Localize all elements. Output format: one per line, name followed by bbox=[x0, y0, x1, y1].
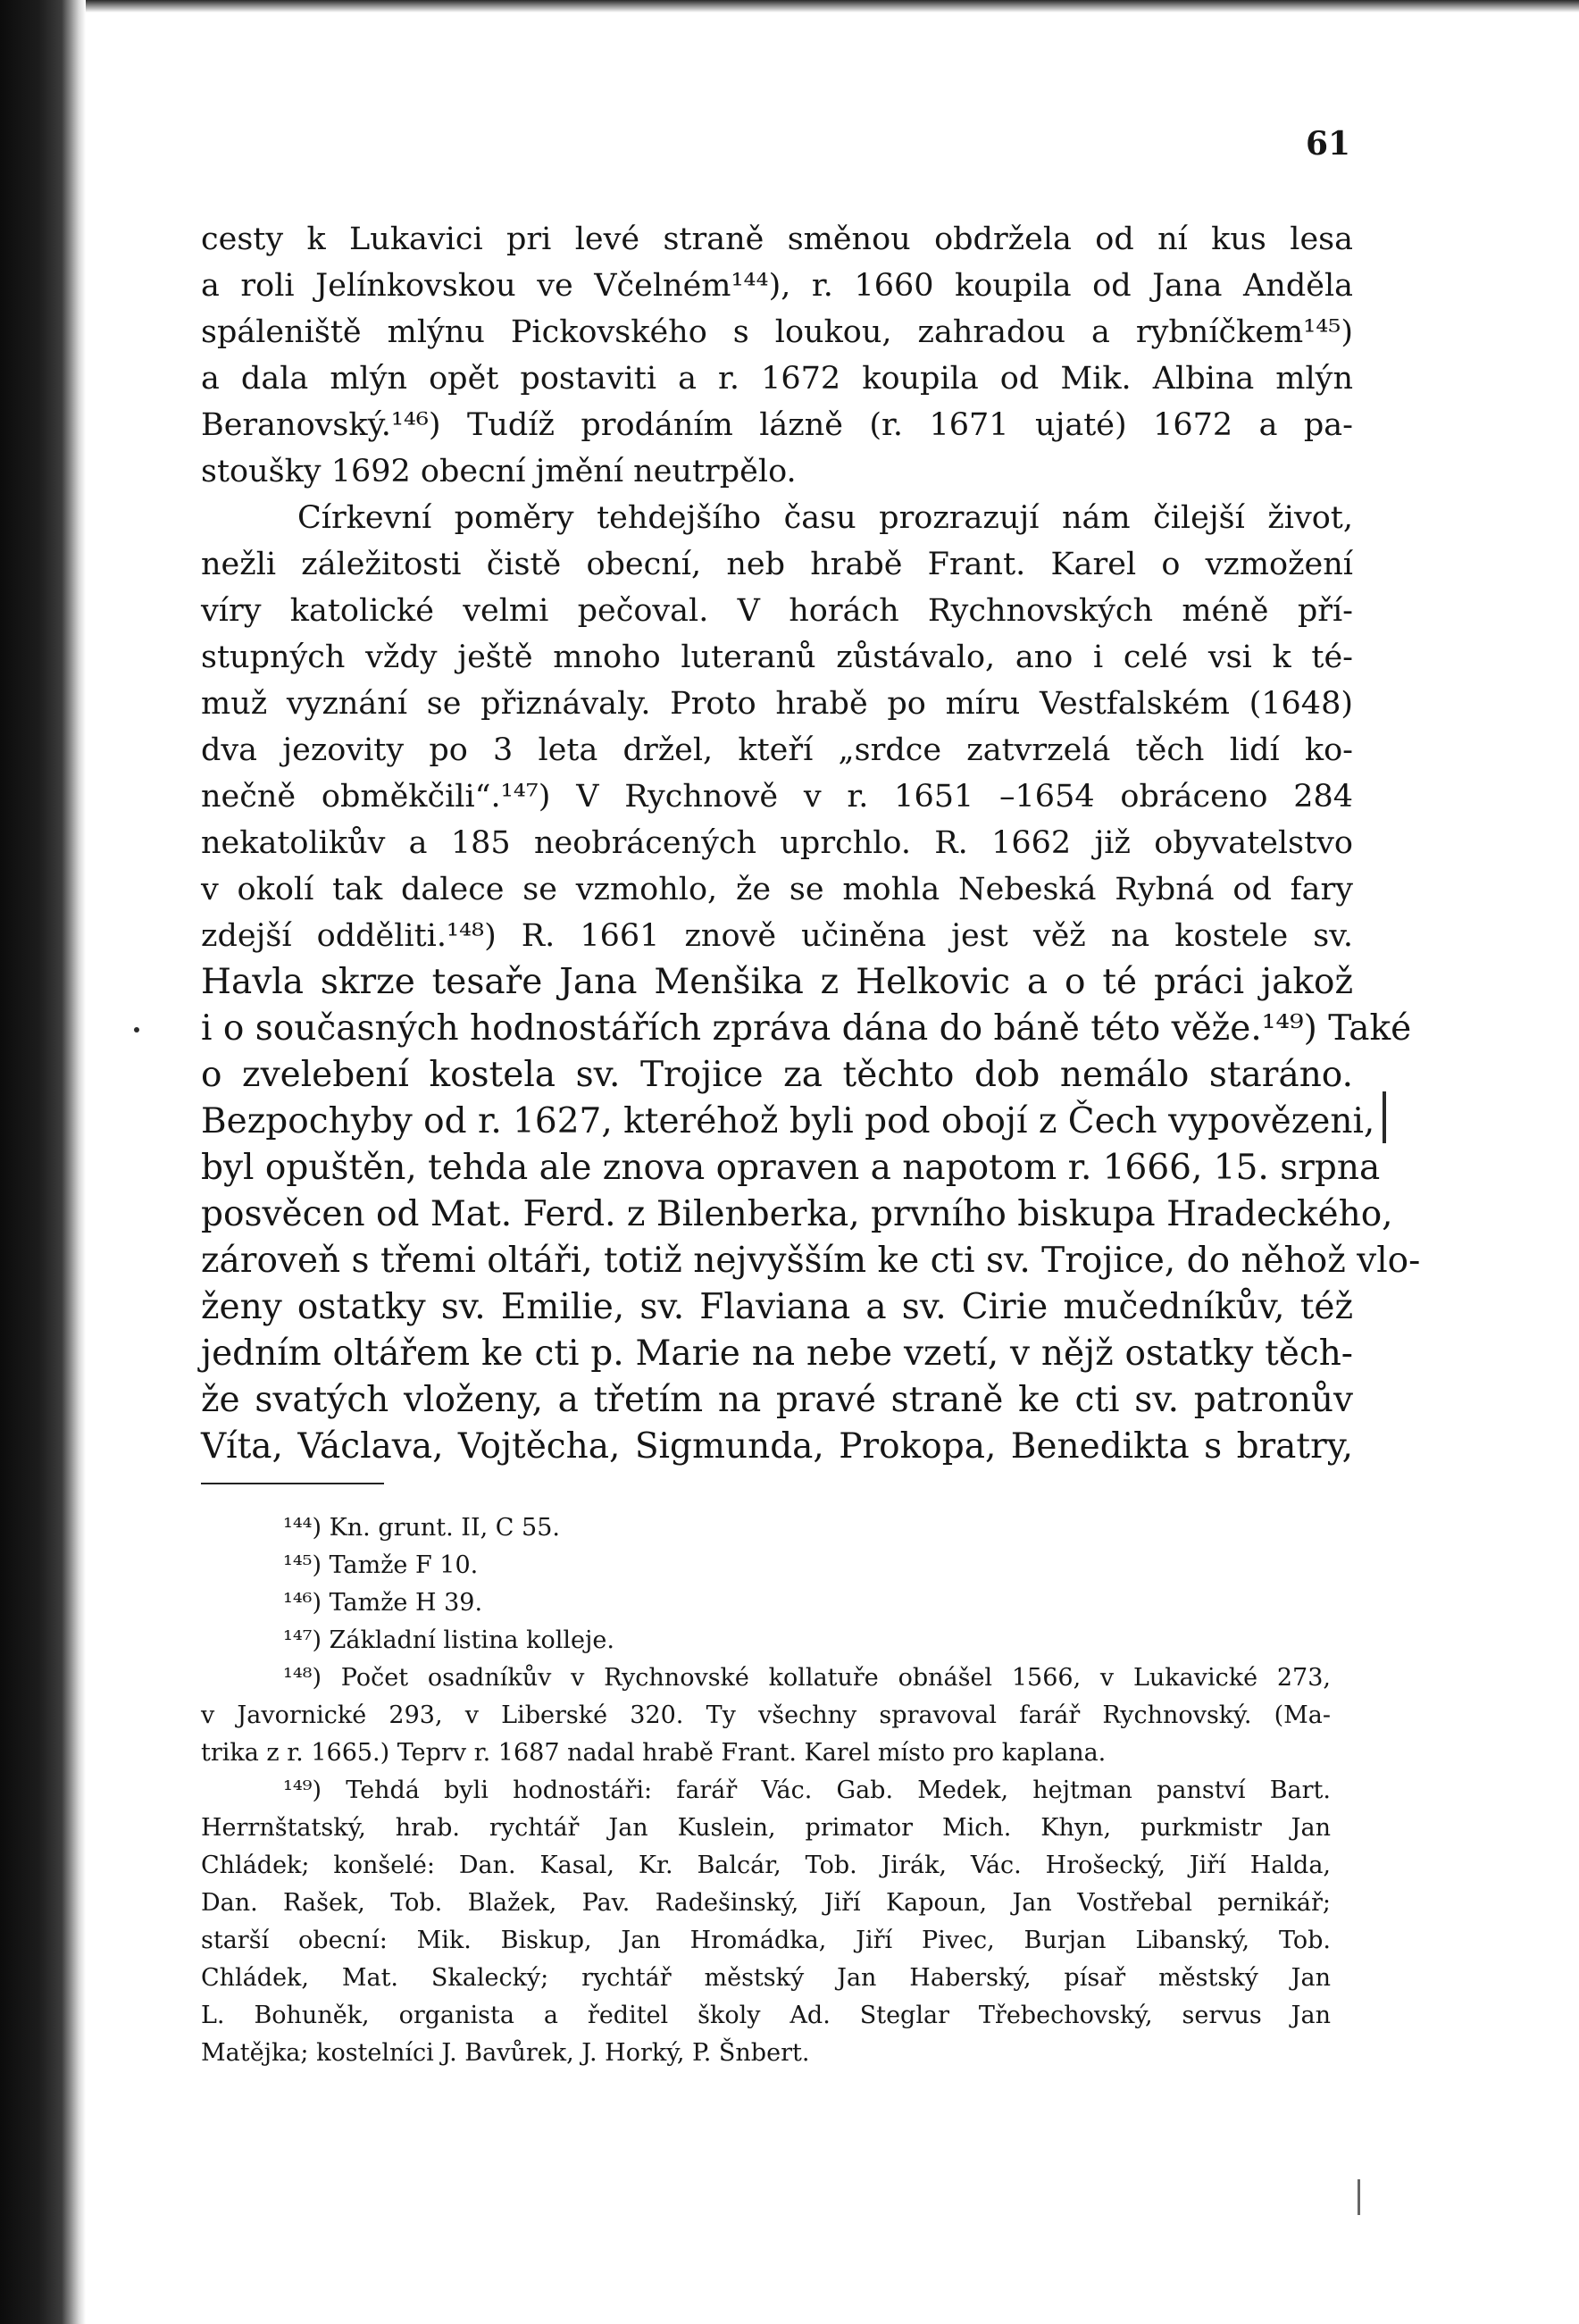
scan-top-shadow bbox=[86, 0, 1579, 13]
footnote-line: L. Bohuněk, organista a ředitel školy Ad. Steglar Třebechovský, servus Jan bbox=[201, 2002, 1331, 2029]
paragraph-start-line: Církevní poměry tehdejšího času prozrazují nám čilejší život, bbox=[297, 500, 1353, 536]
footnotes bbox=[201, 1509, 1331, 2072]
footnote-line: v Javornické 293, v Liberské 320. Ty všechny spravoval farář Rychnovský. (Ma- bbox=[201, 1701, 1331, 1729]
text-line: víry katolické velmi pečoval. V horách Rychnovských méně pří- bbox=[201, 593, 1353, 629]
text-line: nečně obměkčili“.¹⁴⁷) V Rychnově v r. 1651 –1654 obráceno 284 bbox=[201, 779, 1353, 815]
page-number: 61 bbox=[1306, 125, 1351, 163]
footnote-line: Matějka; kostelníci J. Bavůrek, J. Horký, P. Šnbert. bbox=[201, 2039, 810, 2067]
footnote-146: ¹⁴⁶) Tamže H 39. bbox=[283, 1589, 483, 1617]
footnote-line: trika z r. 1665.) Teprv r. 1687 nadal hrabě Frant. Karel místo pro kaplana. bbox=[201, 1739, 1107, 1767]
scan-binding-edge bbox=[0, 0, 86, 2324]
text-line: nekatolikův a 185 neobrácených uprchlo. R. 1662 již obyvatelstvo bbox=[201, 825, 1353, 861]
scan-mark bbox=[1358, 2179, 1360, 2215]
text-line: jedním oltářem ke cti p. Marie na nebe vzetí, v nějž ostatky těch- bbox=[201, 1333, 1353, 1374]
text-line: ženy ostatky sv. Emilie, sv. Flaviana a sv. Cirie mučedníkův, též bbox=[201, 1287, 1353, 1327]
footnote-line: Chládek, Mat. Skalecký; rychtář městský Jan Haberský, písař městský Jan bbox=[201, 1964, 1331, 1992]
text-line: spáleniště mlýnu Pickovského s loukou, zahradou a rybníčkem¹⁴⁵) bbox=[201, 314, 1353, 350]
footnote-148: ¹⁴⁸) Počet osadníkův v Rychnovské kollatuře obnášel 1566, v Lukavické 273, bbox=[283, 1664, 1331, 1692]
footnote-line: Dan. Rašek, Tob. Blažek, Pav. Radešinský, Jiří Kapoun, Jan Vostřebal pernikář; bbox=[201, 1889, 1331, 1917]
text-line: Víta, Václava, Vojtěcha, Sigmunda, Prokopa, Benedikta s bratry, bbox=[201, 1426, 1353, 1467]
text-line: o zvelebení kostela sv. Trojice za těchto dob nemálo staráno. bbox=[201, 1055, 1353, 1095]
scan-mark bbox=[134, 1027, 139, 1032]
footnote-line: Chládek; konšelé: Dan. Kasal, Kr. Balcár, Tob. Jirák, Vác. Hrošecký, Jiří Halda, bbox=[201, 1852, 1331, 1879]
text-line: Beranovský.¹⁴⁶) Tudíž prodáním lázně (r. 1671 ujaté) 1672 a pa- bbox=[201, 407, 1353, 443]
text-line: zároveň s třemi oltáři, totiž nejvyšším ke cti sv. Trojice, do něhož vlo- bbox=[201, 1241, 1421, 1281]
text-line: stupných vždy ještě mnoho luteranů zůstávalo, ano i celé vsi k té- bbox=[201, 640, 1353, 675]
text-line: i o současných hodnostářích zpráva dána do báně této věže.¹⁴⁹) Také bbox=[201, 1008, 1412, 1049]
text-line: že svatých vloženy, a třetím na pravé straně ke cti sv. patronův bbox=[201, 1380, 1353, 1420]
text-line: stoušky 1692 obecní jmění neutrpělo. bbox=[201, 454, 797, 489]
text-line: Bezpochyby od r. 1627, kteréhož byli pod obojí z Čech vypovězeni, bbox=[201, 1101, 1375, 1141]
text-line: nežli záležitosti čistě obecní, neb hrabě Frant. Karel o vzmožení bbox=[201, 547, 1353, 582]
main-text bbox=[201, 216, 1421, 1470]
text-line: a roli Jelínkovskou ve Včelném¹⁴⁴), r. 1660 koupila od Jana Anděla bbox=[201, 268, 1353, 304]
text-line: a dala mlýn opět postaviti a r. 1672 koupila od Mik. Albina mlýn bbox=[201, 361, 1353, 397]
text-line: Havla skrze tesaře Jana Menšika z Helkovic a o té práci jakož bbox=[201, 962, 1353, 1002]
footnote-line: Herrnštatský, hrab. rychtář Jan Kuslein, primator Mich. Khyn, purkmistr Jan bbox=[201, 1814, 1331, 1842]
text-line: muž vyznání se přiznávaly. Proto hrabě po míru Vestfalském (1648) bbox=[201, 686, 1353, 722]
footnote-149: ¹⁴⁹) Tehdá byli hodnostáři: farář Vác. Gab. Medek, hejtman panství Bart. bbox=[283, 1776, 1331, 1804]
text-line: v okolí tak dalece se vzmohlo, že se mohla Nebeská Rybná od fary bbox=[201, 872, 1353, 907]
text-line: zdejší odděliti.¹⁴⁸) R. 1661 znově učiněna jest věž na kostele sv. bbox=[201, 918, 1353, 954]
footnote-separator bbox=[201, 1483, 384, 1484]
text-line: byl opuštěn, tehda ale znova opraven a napotom r. 1666, 15. srpna bbox=[201, 1148, 1381, 1188]
footnote-144: ¹⁴⁴) Kn. grunt. II, C 55. bbox=[283, 1514, 560, 1542]
text-line: dva jezovity po 3 leta držel, kteří „srdce zatvrzelá těch lidí ko- bbox=[201, 732, 1353, 768]
footnote-147: ¹⁴⁷) Základní listina kolleje. bbox=[283, 1626, 614, 1654]
text-line: cesty k Lukavici pri levé straně směnou obdržela od ní kus lesa bbox=[201, 222, 1353, 257]
footnote-line: starší obecní: Mik. Biskup, Jan Hromádka, Jiří Pivec, Burjan Libanský, Tob. bbox=[201, 1927, 1331, 1954]
scan-mark bbox=[1383, 1091, 1386, 1143]
footnote-145: ¹⁴⁵) Tamže F 10. bbox=[283, 1551, 479, 1579]
text-line: posvěcen od Mat. Ferd. z Bilenberka, prvního biskupa Hradeckého, bbox=[201, 1194, 1393, 1234]
